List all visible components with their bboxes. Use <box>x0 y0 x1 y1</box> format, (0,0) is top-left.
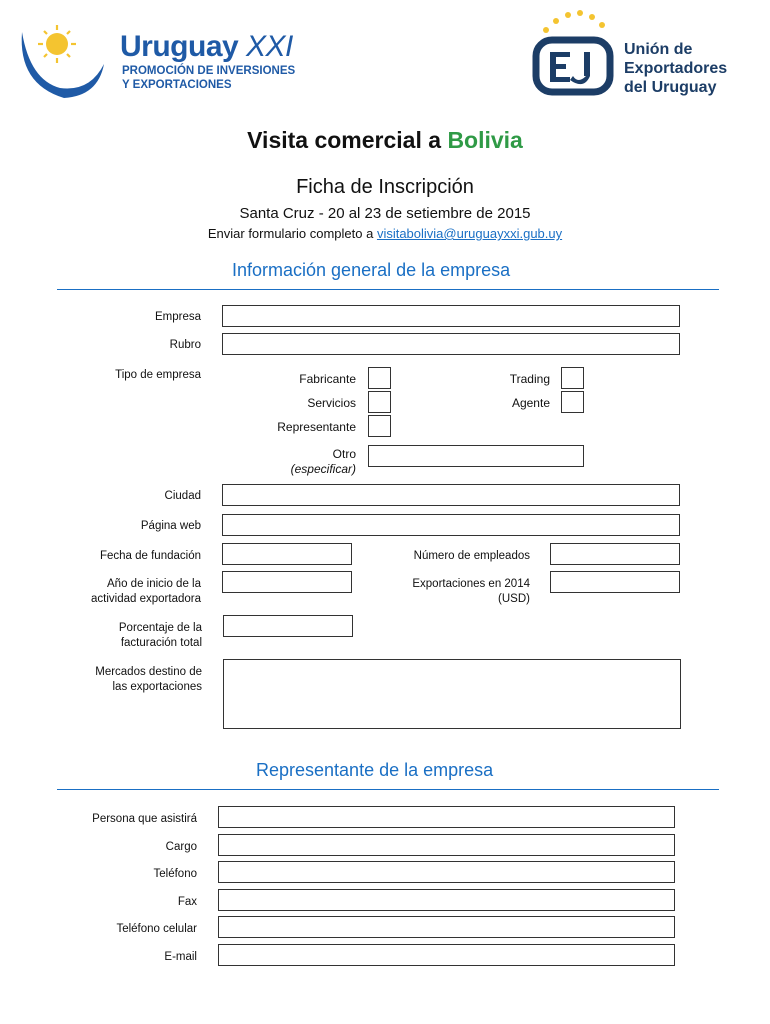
telefono-label: Teléfono <box>153 868 197 880</box>
fax-field[interactable] <box>218 889 675 911</box>
telefono-field[interactable] <box>218 861 675 883</box>
section-general-info-title: Información general de la empresa <box>232 260 511 280</box>
numero-empleados-field[interactable] <box>550 543 680 565</box>
pagina-web-field[interactable] <box>222 514 680 536</box>
trading-label: Trading <box>509 372 550 386</box>
otro-label: Otro <box>332 447 356 461</box>
agente-label: Agente <box>511 396 550 410</box>
tipo-empresa-label: Tipo de empresa <box>115 369 201 381</box>
ue-logo-line1: Unión de <box>624 41 693 58</box>
union-exportadores-logo-text <box>624 40 727 97</box>
page-title-prefix: Visita comercial a <box>247 127 448 153</box>
fecha-fundacion-field[interactable] <box>222 543 352 565</box>
uruguay-xxi-logo-tagline <box>122 64 295 92</box>
mercados-label-line1: Mercados destino de <box>95 666 202 678</box>
fecha-fundacion-label: Fecha de fundación <box>99 550 201 562</box>
anio-inicio-label-line2: actividad exportadora <box>91 593 201 605</box>
email-field[interactable] <box>218 944 675 966</box>
send-instructions <box>0 226 770 241</box>
pagina-web-label: Página web <box>140 520 201 532</box>
anio-inicio-label-line1: Año de inicio de la <box>107 578 201 590</box>
uruguay-xxi-tagline-2: Y EXPORTACIONES <box>122 79 232 91</box>
trading-checkbox[interactable] <box>561 367 584 389</box>
persona-label: Persona que asistirá <box>92 813 197 825</box>
union-exportadores-emblem-icon <box>528 10 618 98</box>
fabricante-label: Fabricante <box>299 372 356 386</box>
email-label: E-mail <box>164 951 197 963</box>
porcentaje-label-line2: facturación total <box>120 637 202 649</box>
event-details: Santa Cruz - 20 al 23 de setiembre de 2015 <box>239 205 531 222</box>
representante-label: Representante <box>277 420 356 434</box>
uruguay-xxi-logo-name <box>120 30 293 64</box>
celular-field[interactable] <box>218 916 675 938</box>
exportaciones-label-line2: (USD) <box>498 593 530 605</box>
send-instructions-prefix: Enviar formulario completo a <box>207 226 377 241</box>
uruguay-xxi-tagline-1: PROMOCIÓN DE INVERSIONES <box>122 65 296 77</box>
servicios-checkbox[interactable] <box>368 391 391 413</box>
rubro-label: Rubro <box>169 339 201 351</box>
empresa-field[interactable] <box>222 305 680 327</box>
uruguay-xxi-logo-main: Uruguay <box>120 30 239 63</box>
section-representative-divider <box>57 789 719 790</box>
representante-checkbox[interactable] <box>368 415 391 437</box>
rubro-field[interactable] <box>222 333 680 355</box>
cargo-field[interactable] <box>218 834 675 856</box>
servicios-label: Servicios <box>307 396 356 410</box>
page-title <box>0 127 770 154</box>
exportaciones-field[interactable] <box>550 571 680 593</box>
porcentaje-label-line1: Porcentaje de la <box>118 622 202 634</box>
ciudad-field[interactable] <box>222 484 680 506</box>
cargo-label: Cargo <box>165 841 197 853</box>
anio-inicio-label <box>60 577 201 607</box>
section-general-info-divider <box>57 289 719 290</box>
ciudad-label: Ciudad <box>164 490 201 502</box>
uruguay-xxi-logo-suffix: XXI <box>246 30 293 63</box>
anio-inicio-field[interactable] <box>222 571 352 593</box>
mercados-label-line2: las exportaciones <box>112 681 202 693</box>
persona-field[interactable] <box>218 806 675 828</box>
exportaciones-label-line1: Exportaciones en 2014 <box>412 578 530 590</box>
celular-label: Teléfono celular <box>116 923 197 935</box>
otro-especificar-hint: (especificar) <box>290 462 356 476</box>
page-title-highlight: Bolivia <box>447 127 523 153</box>
porcentaje-field[interactable] <box>223 615 353 637</box>
mercados-field[interactable] <box>223 659 681 729</box>
fax-label: Fax <box>177 896 197 908</box>
union-exportadores-logo <box>528 10 618 98</box>
empresa-label: Empresa <box>154 311 201 323</box>
ue-logo-line3: del Uruguay <box>624 79 717 96</box>
uruguay-sun-emblem-icon <box>12 14 112 104</box>
section-representative-title: Representante de la empresa <box>256 760 494 780</box>
porcentaje-label <box>60 621 202 651</box>
ue-logo-line2: Exportadores <box>624 60 728 77</box>
exportaciones-label <box>370 577 530 607</box>
numero-empleados-label: Número de empleados <box>413 550 530 562</box>
agente-checkbox[interactable] <box>561 391 584 413</box>
otro-field[interactable] <box>368 445 584 467</box>
mercados-label <box>60 665 202 695</box>
form-subtitle: Ficha de Inscripción <box>296 176 474 198</box>
contact-email-link[interactable]: visitabolivia@uruguayxxi.gub.uy <box>376 226 563 241</box>
fabricante-checkbox[interactable] <box>368 367 391 389</box>
